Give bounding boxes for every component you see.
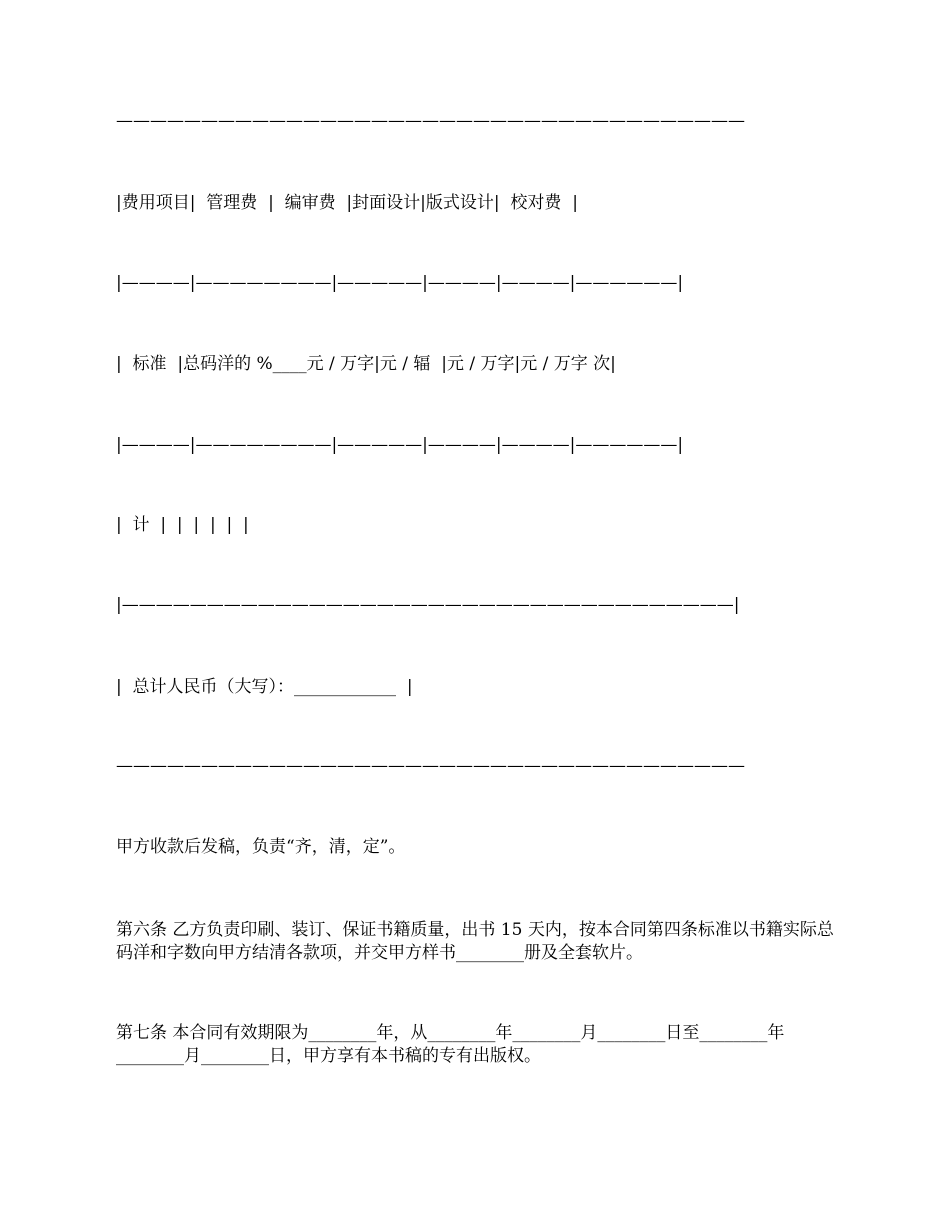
table-separator-row: |————|————————|—————|————|————|——————| <box>116 435 684 455</box>
table-count-row: | 计 | | | | | | <box>116 515 249 535</box>
table-total-row: | 总计人民币（大写）：____________ | <box>116 677 413 697</box>
table-separator-row: |————|————————|—————|————|————|——————| <box>116 273 684 293</box>
table-top-rule: ————————————————————————————————————— <box>116 111 745 131</box>
table-bottom-rule: ————————————————————————————————————— <box>116 756 745 776</box>
after-payment-paragraph: 甲方收款后发稿，负责“齐，清，定”。 <box>116 837 406 857</box>
table-header-row: |费用项目| 管理费 | 编审费 |封面设计|版式设计| 校对费 | <box>116 193 578 213</box>
table-separator-row: |————————————————————————————————————| <box>116 595 740 615</box>
table-standard-row: | 标准 |总码洋的 %____元 / 万字|元 / 辐 |元 / 万字|元 / 万字 次| <box>116 354 616 374</box>
article-7-paragraph: 第七条 本合同有效期限为________年，从________年________月________日至________年________月________日，甲方享有本书稿的专有出版权。 <box>116 1023 785 1066</box>
article-6-paragraph: 第六条 乙方负责印刷、装订、保证书籍质量，出书 15 天内，按本合同第四条标准以书籍实际总码洋和字数向甲方结清各款项，并交甲方样书________册及全套软片。 <box>116 920 834 963</box>
